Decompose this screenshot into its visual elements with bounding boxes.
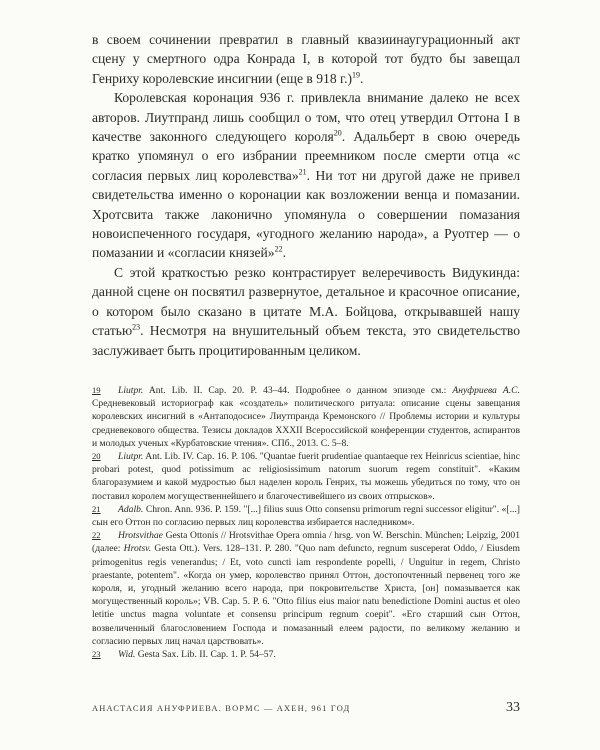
text-run: Королевская коронация 936 г. привлекла внимание далеко не всех авторов. Лиутпранд лишь сообщил о том, что отец утвердил Оттона I в качестве законного следующего короля — [92, 90, 520, 145]
footnote-ref[interactable]: 21 — [298, 167, 307, 177]
italic-text: Ануфриева А.С. — [452, 384, 520, 396]
paragraph — [92, 30, 520, 88]
text-run: . Адальберт в свою очередь кратко упомянул о его избрании преемником после смерти отца «с согласия первых лиц королевства» — [92, 129, 520, 183]
text-run: Gesta Sax. Lib. II. Cap. 1. P. 54–57. — [135, 648, 276, 660]
italic-text: Wid. — [118, 648, 136, 660]
page-number: 33 — [506, 700, 520, 715]
footnote-number: 21 — [92, 503, 101, 514]
italic-text: Liutpr. — [118, 384, 144, 396]
footnote-ref[interactable]: 23 — [132, 322, 141, 332]
footnote-ref[interactable]: 22 — [274, 244, 283, 254]
main-text — [92, 30, 520, 360]
text-run: С этой краткостью резко контрастирует велеречивость Видукинда: данной сцене он посвятил развернутое, детальное и красочное описание, о котором было сказано в цитате М.А. Бойцова, открывавшей нашу статью — [92, 264, 520, 339]
text-run: . Несмотря на внушительный объем текста, это свидетельство заслуживает быть процитированным целиком. — [92, 323, 520, 358]
paragraph — [92, 263, 520, 360]
footnote-ref[interactable]: 19 — [352, 70, 360, 80]
footnote — [92, 648, 520, 661]
footnote-number: 19 — [92, 384, 101, 395]
running-head: АНАСТАСИЯ АНУФРИЕВА. ВОРМС — АХЕН, 961 ГОД — [92, 704, 351, 713]
italic-text: Hrotsv. — [123, 543, 152, 555]
footnote — [92, 503, 520, 529]
text-run: . Ни тот ни другой даже не привел свидетельства именно о коронации как возложении венца и помазании. Хротсвита также лаконично упомянула о совершении помазания новоиспеченного государя, «угодного желанию народа», а Руотгер — о помазании и «согласии князей» — [92, 167, 520, 261]
footnote-number: 20 — [92, 450, 101, 461]
paragraph — [92, 88, 520, 263]
page-content — [92, 30, 520, 661]
footnote — [92, 529, 520, 648]
footnote — [92, 384, 520, 450]
footnotes — [92, 384, 520, 661]
italic-text: Adalb. — [118, 503, 144, 515]
text-run: Chron. Ann. 936. P. 159. "[...] filius suus Otto consensu primorum regni successor eligitur". «[...] сын его Оттон по согласию первых лиц королевства избирается наследником». — [92, 503, 520, 528]
text-run: Ant. Lib. IV. Cap. 16. P. 106. "Quantae fuerit prudentiae quantaeque rex Heinricus scientiae, hinc probari potest, quod potissimum ac religiosissimum natorum suorum regem constituit". «Каким благоразумием и какой мудростью был наделен король Генрих, ты можешь убедиться по тому, что он поставил королем могущественнейшего и благочестивейшего из своих отпрысков». — [92, 450, 520, 502]
footnote-number: 23 — [92, 648, 101, 659]
text-run: Ant. Lib. II. Cap. 20. P. 43–44. Подробнее о данном эпизоде см.: — [143, 384, 453, 396]
footnote — [92, 450, 520, 503]
text-run: в своем сочинении превратил в главный квазиинаугурационный акт сцену у смертного одра Конрада I, в которой тот будто бы завещал Генриху королевские инсигнии (еще в 918 г.) — [92, 32, 520, 86]
text-run: Gesta Ottonis // Hrotsvithae Opera omnia / hrsg. von W. Berschin. München; Leipzig, 2001 (далее: — [92, 530, 520, 555]
footnote-number: 22 — [92, 530, 101, 541]
page-footer — [92, 700, 520, 724]
text-run: Средневековый историограф как «создатель» политического ритуала: описание сцены завещания королевских инсигний в «Антаподосисе» Лиутпранда Кремонского // Проблемы истории и культуры средневекового общества. Тезисы докладов XXXII Всероссийской конференции студентов, аспирантов и молодых ученых «Курбатовские чтения». СПб., 2013. С. 5–8. — [92, 398, 520, 449]
italic-text: Hrotsvithae — [118, 530, 163, 542]
text-run: . — [360, 70, 364, 86]
text-run: Gesta Ott.). Vers. 128–131. P. 280. "Quo nam defuncto, regnum susceperat Oddo, / Eiusdem primogenitus regis venerandus; / Et, voto cuncti iam respondente popelli, / Unguitur in regem, Christo praestante, potentem". «Когда он умер, королевство принял Оттон, достопочтенный первенец того же короля, и, угодный желанию всего народа, при покровительстве Христа, [он] помазывается как могущественный король»; VB. Cap. 5. P. 6. "Otto filius eius maior natu benedictione Domini auctus et oleo letitie unctus magna voluntate et consensu principum regnum coepit". «Его старший сын Оттон, возвеличенный благословением Господа и помазанный елеем радости, по великому желанию и согласию первых лиц начал царствовать». — [92, 543, 520, 647]
footnote-ref[interactable]: 20 — [333, 128, 342, 138]
italic-text: Liutpr. — [118, 450, 144, 462]
text-run: . — [282, 245, 286, 261]
